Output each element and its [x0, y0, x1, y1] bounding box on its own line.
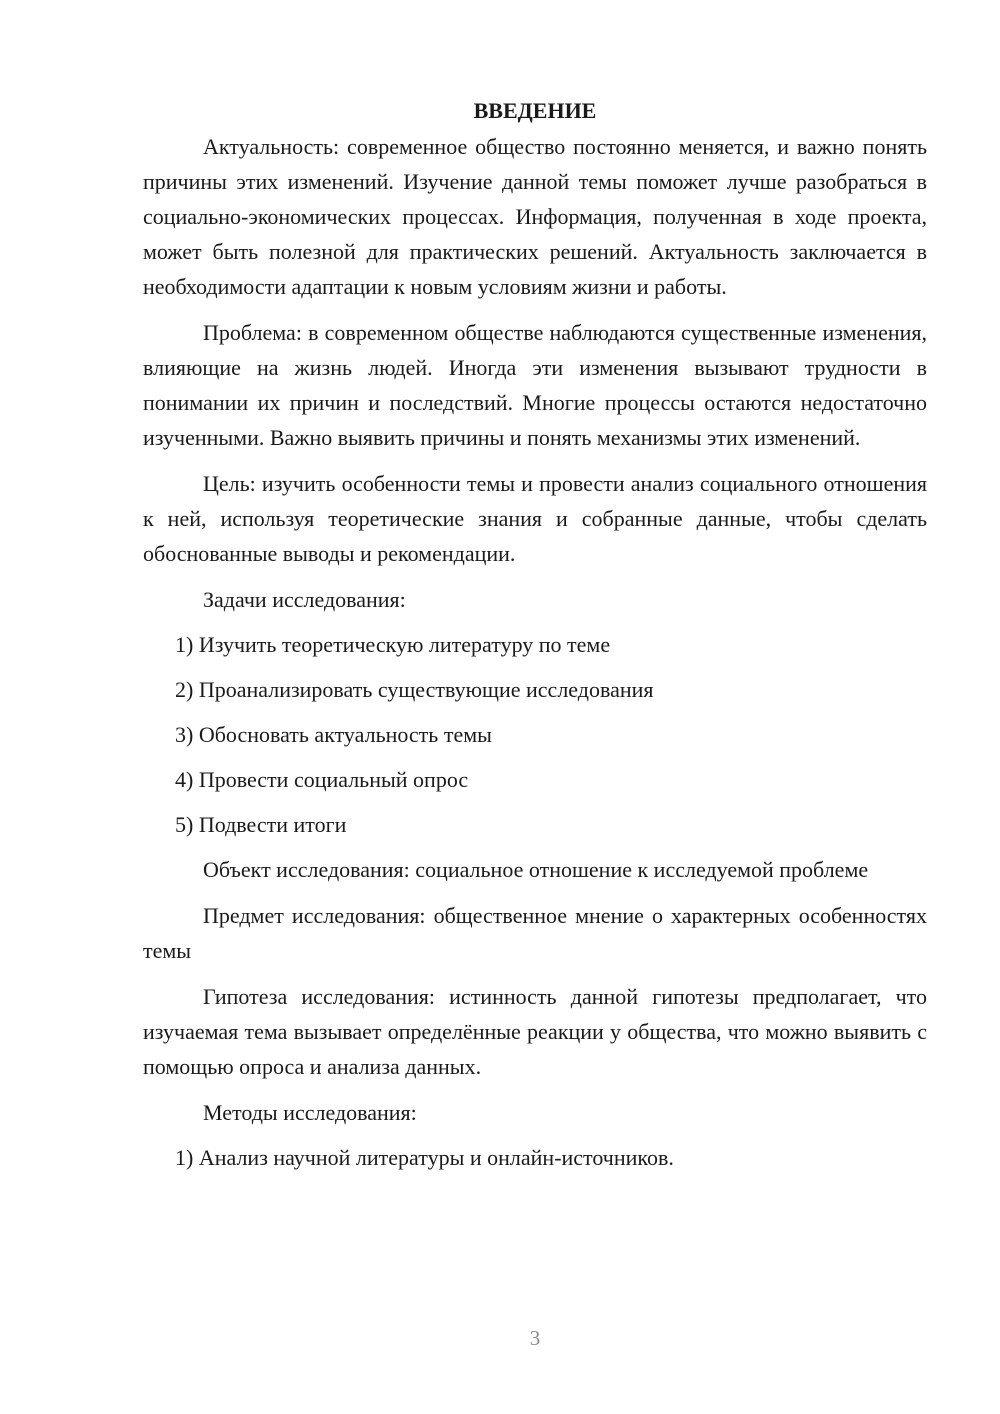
list-item: 1) Изучить теоретическую литературу по теме [175, 632, 611, 657]
list-item: 3) Обосновать актуальность темы [175, 722, 492, 747]
relevance-paragraph: Актуальность: современное общество постоянно меняется, и важно понять причины этих изменений. Изучение данной темы поможет лучше разобраться в социально-экономических процессах. Информация, полученная в ходе проекта, может быть полезной для практических решений. Актуальность заключается в необходимости адаптации к новым условиям жизни и работы. [143, 134, 927, 299]
tasks-list [143, 627, 927, 842]
hypothesis-paragraph: Гипотеза исследования: истинность данной гипотезы предполагает, что изучаемая тема вызывает определённые реакции у общества, что можно выявить с помощью опроса и анализа данных. [143, 984, 927, 1079]
page-number: 3 [529, 1326, 541, 1350]
page-content [143, 94, 927, 1185]
list-item: 5) Подвести итоги [175, 812, 347, 837]
tasks-title: Задачи исследования: [203, 587, 406, 612]
list-item: 2) Проанализировать существующие исследования [175, 677, 654, 702]
methods-title: Методы исследования: [203, 1100, 417, 1125]
goal-paragraph: Цель: изучить особенности темы и провести анализ социального отношения к ней, используя теоретические знания и собранные данные, чтобы сделать обоснованные выводы и рекомендации. [143, 471, 927, 566]
list-item: 1) Анализ научной литературы и онлайн-источников. [175, 1145, 674, 1170]
object-paragraph: Объект исследования: социальное отношение к исследуемой проблеме [203, 857, 869, 882]
subject-paragraph: Предмет исследования: общественное мнение о характерных особенностях темы [143, 903, 927, 963]
list-item: 4) Провести социальный опрос [175, 767, 469, 792]
problem-paragraph: Проблема: в современном обществе наблюдаются существенные изменения, влияющие на жизнь людей. Иногда эти изменения вызывают трудности в понимании их причин и последствий. Многие процессы остаются недостаточно изученными. Важно выявить причины и понять механизмы этих изменений. [143, 320, 927, 450]
methods-list [143, 1140, 927, 1175]
page-heading: ВВЕДЕНИЕ [473, 98, 597, 123]
